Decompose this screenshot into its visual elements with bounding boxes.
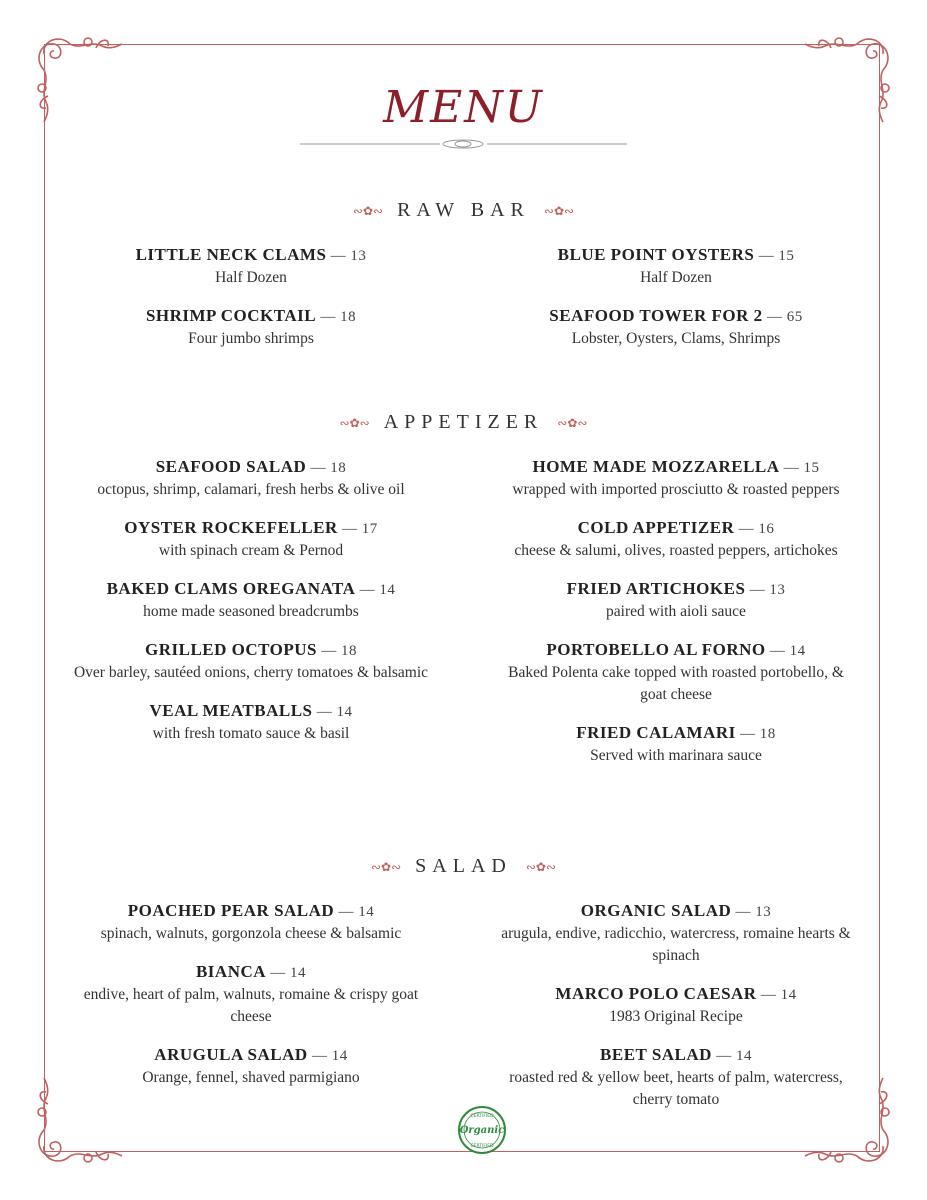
menu-item: OYSTER ROCKEFELLER — 17 with spinach cream & Pernod [124, 518, 378, 559]
ornament-icon: ∾✿∾ [543, 203, 575, 218]
menu-item: COLD APPETIZER — 16 cheese & salumi, olives, roasted peppers, artichokes [514, 518, 838, 559]
menu-item: FRIED ARTICHOKES — 13 paired with aioli sauce [566, 579, 786, 620]
menu-item: ARUGULA SALAD — 14 Orange, fennel, shaved parmigiano [142, 1045, 360, 1086]
menu-item: SEAFOOD TOWER FOR 2 — 65 Lobster, Oysters, Clams, Shrimps [549, 306, 803, 347]
svg-text:CERTIFIED: CERTIFIED [470, 1114, 494, 1119]
salad-right-column [496, 900, 856, 1127]
menu-item: GRILLED OCTOPUS — 18 Over barley, sautéed onions, cherry tomatoes & balsamic [73, 640, 429, 681]
menu-item: BLUE POINT OYSTERS — 15 Half Dozen [557, 245, 795, 286]
section-heading-raw-bar: ∾✿∾ RAW BAR ∾✿∾ [352, 199, 575, 221]
svg-text:Organic: Organic [459, 1125, 505, 1136]
appetizer-right-column [496, 456, 856, 783]
salad-left-column [71, 900, 431, 1105]
menu-item: FRIED CALAMARI — 18 Served with marinara sauce [576, 723, 776, 764]
menu-item: SEAFOOD SALAD — 18 octopus, shrimp, calamari, fresh herbs & olive oil [97, 457, 405, 498]
menu-item: POACHED PEAR SALAD — 14 spinach, walnuts, gorgonzola cheese & balsamic [100, 901, 402, 942]
menu-item: HOME MADE MOZZARELLA — 15 wrapped with imported prosciutto & roasted peppers [512, 457, 840, 498]
menu-item: VEAL MEATBALLS — 14 with fresh tomato sauce & basil [149, 701, 353, 742]
section-heading-salad: ∾✿∾ SALAD ∾✿∾ [370, 855, 556, 877]
menu-item: PORTOBELLO AL FORNO — 14 Baked Polenta cake topped with roasted portobello, & goat cheese [508, 640, 844, 703]
svg-text:CERTIFIED: CERTIFIED [470, 1144, 494, 1149]
ornament-icon: ∾✿∾ [525, 859, 556, 874]
raw-bar-right-column [496, 244, 856, 366]
menu-item: ORGANIC SALAD — 13 arugula, endive, radicchio, watercress, romaine hearts & spinach [501, 901, 851, 964]
ornament-icon: ∾✿∾ [339, 415, 370, 430]
ornament-icon: ∾✿∾ [557, 415, 588, 430]
menu-item: SHRIMP COCKTAIL — 18 Four jumbo shrimps [145, 306, 357, 347]
organic-certified-badge [457, 1105, 507, 1155]
menu-item: BIANCA — 14 endive, heart of palm, walnuts, romaine & crispy goat cheese [83, 962, 419, 1025]
title-divider [300, 136, 627, 152]
menu-item: LITTLE NECK CLAMS — 13 Half Dozen [135, 245, 367, 286]
menu-item: BAKED CLAMS OREGANATA — 14 home made seasoned breadcrumbs [106, 579, 396, 620]
section-heading-appetizer: ∾✿∾ APPETIZER ∾✿∾ [339, 411, 588, 433]
ornament-icon: ∾✿∾ [370, 859, 402, 874]
page-title: MENU [383, 82, 544, 133]
appetizer-left-column [71, 456, 431, 761]
raw-bar-left-column [71, 244, 431, 366]
menu-item: BEET SALAD — 14 roasted red & yellow beet, hearts of palm, watercress, cherry tomato [509, 1045, 843, 1108]
menu-item: MARCO POLO CAESAR — 14 1983 Original Recipe [555, 984, 797, 1025]
ornament-icon: ∾✿∾ [352, 203, 384, 218]
